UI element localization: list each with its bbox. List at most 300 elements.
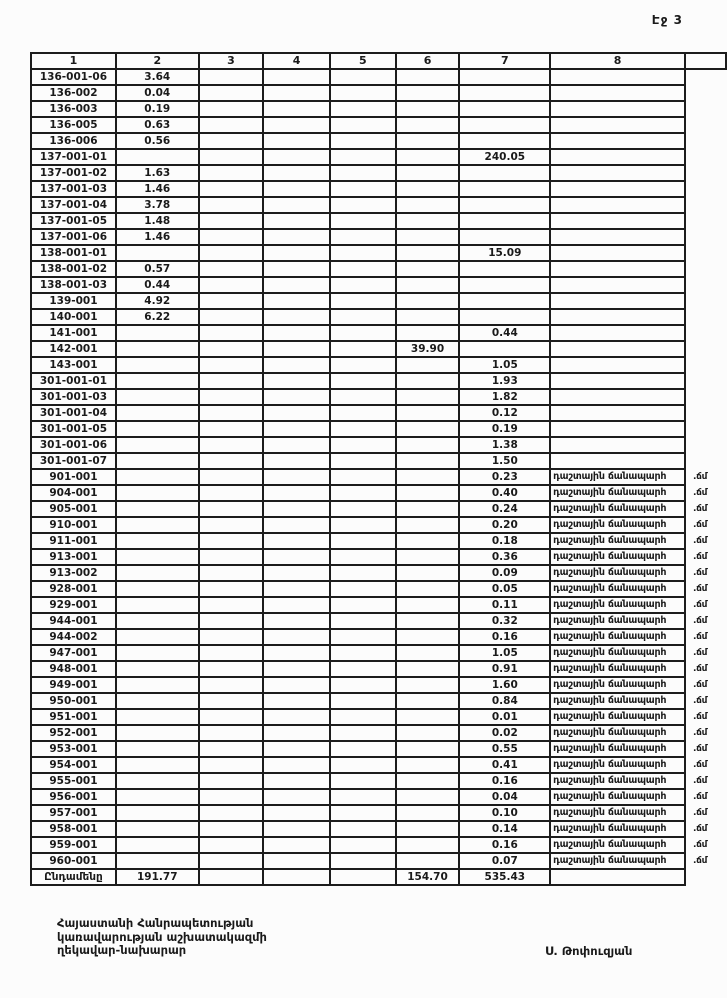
table-row [31, 261, 726, 277]
cell-7: 0.11 [459, 597, 550, 613]
cell-6 [396, 693, 460, 709]
table-row [31, 341, 726, 357]
cell-2 [116, 357, 199, 373]
margin-note [685, 421, 726, 437]
cell-5 [330, 421, 396, 437]
cell-8 [550, 341, 685, 357]
cell-2 [116, 437, 199, 453]
cell-4 [263, 117, 330, 133]
cell-7: 0.84 [459, 693, 550, 709]
cell-2 [116, 421, 199, 437]
margin-note: .ճմ [693, 776, 708, 786]
cell-6 [396, 437, 460, 453]
cell-5 [330, 309, 396, 325]
total-row [31, 869, 726, 885]
cell-3 [199, 661, 264, 677]
table-row [31, 325, 726, 341]
cell-6 [396, 197, 460, 213]
column-header-5: 5 [330, 53, 396, 69]
cell-5 [330, 837, 396, 853]
cell-4 [263, 837, 330, 853]
cell-6 [396, 837, 460, 853]
cell-3 [199, 293, 264, 309]
cell-2 [116, 485, 199, 501]
cell-8 [550, 85, 685, 101]
cell-5 [330, 853, 396, 869]
margin-note [685, 389, 726, 405]
cell-6 [396, 853, 460, 869]
margin-note [685, 101, 726, 117]
cell-7: 0.40 [459, 485, 550, 501]
cell-6 [396, 805, 460, 821]
cell-3 [199, 133, 264, 149]
margin-note: .ճմ [693, 504, 708, 514]
cell-6 [396, 213, 460, 229]
cell-7: 0.16 [459, 629, 550, 645]
margin-note: .ճմ [693, 728, 708, 738]
cell-4 [263, 325, 330, 341]
cell-1: 137-001-05 [31, 213, 116, 229]
cell-3 [199, 773, 264, 789]
margin-note [685, 181, 726, 197]
cell-5 [330, 213, 396, 229]
cell-3 [199, 517, 264, 533]
cell-7 [459, 117, 550, 133]
cell-6 [396, 325, 460, 341]
cell-5 [330, 453, 396, 469]
cell-8: դաշտային ճանապարհ [550, 757, 685, 773]
margin-note: .ճմ [693, 664, 708, 674]
cell-6 [396, 581, 460, 597]
cell-3 [199, 277, 264, 293]
cell-4 [263, 357, 330, 373]
total-cell-1: Ընդամենը [31, 869, 116, 885]
cell-3 [199, 709, 264, 725]
cell-5 [330, 549, 396, 565]
cell-6 [396, 229, 460, 245]
cell-8 [550, 261, 685, 277]
total-cell-7: 535.43 [459, 869, 550, 885]
cell-4 [263, 181, 330, 197]
cell-3 [199, 229, 264, 245]
cell-7 [459, 197, 550, 213]
table-row [31, 85, 726, 101]
cell-1: 956-001 [31, 789, 116, 805]
cell-4 [263, 693, 330, 709]
cell-5 [330, 69, 396, 85]
table-row [31, 501, 726, 517]
cell-3 [199, 629, 264, 645]
cell-2: 0.04 [116, 85, 199, 101]
table-row [31, 293, 726, 309]
table-row [31, 565, 726, 581]
cell-2: 3.78 [116, 197, 199, 213]
cell-8 [550, 133, 685, 149]
cell-4 [263, 405, 330, 421]
total-cell-3 [199, 869, 264, 885]
cell-7: 0.24 [459, 501, 550, 517]
cell-2 [116, 517, 199, 533]
cell-5 [330, 821, 396, 837]
cell-2 [116, 341, 199, 357]
cell-5 [330, 805, 396, 821]
cell-8 [550, 325, 685, 341]
cell-2 [116, 661, 199, 677]
cell-6 [396, 629, 460, 645]
cell-4 [263, 677, 330, 693]
cell-2 [116, 325, 199, 341]
table-row [31, 741, 726, 757]
cell-1: 957-001 [31, 805, 116, 821]
margin-note [685, 69, 726, 85]
table-row [31, 437, 726, 453]
cell-6 [396, 373, 460, 389]
margin-note: .ճմ [693, 856, 708, 866]
cell-1: 137-001-01 [31, 149, 116, 165]
cell-7: 0.36 [459, 549, 550, 565]
cell-1: 137-001-02 [31, 165, 116, 181]
cell-7 [459, 101, 550, 117]
cell-8: դաշտային ճանապարհ [550, 821, 685, 837]
cell-2: 0.63 [116, 117, 199, 133]
cell-8 [550, 229, 685, 245]
cell-6 [396, 101, 460, 117]
cell-6 [396, 709, 460, 725]
table-row [31, 693, 726, 709]
cell-8 [550, 277, 685, 293]
table-row [31, 373, 726, 389]
margin-note [685, 245, 726, 261]
cell-3 [199, 197, 264, 213]
cell-1: 141-001 [31, 325, 116, 341]
cell-5 [330, 373, 396, 389]
total-cell-6: 154.70 [396, 869, 460, 885]
table-row [31, 389, 726, 405]
cell-7: 0.32 [459, 613, 550, 629]
margin-note [685, 165, 726, 181]
cell-6 [396, 117, 460, 133]
cell-1: 959-001 [31, 837, 116, 853]
cell-5 [330, 197, 396, 213]
cell-6 [396, 661, 460, 677]
table-row [31, 725, 726, 741]
cell-6 [396, 357, 460, 373]
cell-2 [116, 741, 199, 757]
table-row [31, 357, 726, 373]
table-row [31, 133, 726, 149]
margin-note [685, 357, 726, 373]
margin-note: .ճմ [693, 824, 708, 834]
cell-5 [330, 165, 396, 181]
cell-3 [199, 373, 264, 389]
table-row [31, 229, 726, 245]
cell-5 [330, 341, 396, 357]
cell-5 [330, 501, 396, 517]
cell-3 [199, 389, 264, 405]
cell-4 [263, 213, 330, 229]
cell-1: 905-001 [31, 501, 116, 517]
cell-6 [396, 597, 460, 613]
cell-2: 3.64 [116, 69, 199, 85]
table-row [31, 69, 726, 85]
cell-2 [116, 453, 199, 469]
cell-6 [396, 261, 460, 277]
table-row [31, 277, 726, 293]
cell-8 [550, 373, 685, 389]
cell-5 [330, 485, 396, 501]
cell-4 [263, 501, 330, 517]
cell-3 [199, 309, 264, 325]
cell-6 [396, 149, 460, 165]
cell-7: 0.23 [459, 469, 550, 485]
cell-1: 138-001-03 [31, 277, 116, 293]
cell-8 [550, 453, 685, 469]
margin-note [685, 341, 726, 357]
cell-7 [459, 69, 550, 85]
margin-note: .ճմ [693, 520, 708, 530]
margin-note [685, 293, 726, 309]
cell-2: 0.56 [116, 133, 199, 149]
cell-7 [459, 341, 550, 357]
cell-1: 952-001 [31, 725, 116, 741]
cell-1: 136-006 [31, 133, 116, 149]
cell-8: դաշտային ճանապարհ [550, 693, 685, 709]
cell-7: 0.20 [459, 517, 550, 533]
cell-8: դաշտային ճանապարհ [550, 501, 685, 517]
cell-3 [199, 437, 264, 453]
cell-1: 301-001-01 [31, 373, 116, 389]
cell-5 [330, 229, 396, 245]
cell-8 [550, 101, 685, 117]
cell-1: 948-001 [31, 661, 116, 677]
column-header-1: 1 [31, 53, 116, 69]
cell-1: 139-001 [31, 293, 116, 309]
cell-3 [199, 485, 264, 501]
cell-5 [330, 325, 396, 341]
cell-8 [550, 165, 685, 181]
cell-5 [330, 293, 396, 309]
page-number-label: Էջ 3 [651, 13, 683, 27]
cell-3 [199, 149, 264, 165]
table-row [31, 181, 726, 197]
margin-note [685, 149, 726, 165]
cell-7: 0.14 [459, 821, 550, 837]
cell-6 [396, 821, 460, 837]
cell-3 [199, 693, 264, 709]
total-cell-2: 191.77 [116, 869, 199, 885]
margin-note: .ճմ [693, 568, 708, 578]
cell-3 [199, 581, 264, 597]
cell-2 [116, 469, 199, 485]
margin-note: .ճմ [693, 792, 708, 802]
table-row [31, 165, 726, 181]
cell-3 [199, 453, 264, 469]
cell-5 [330, 629, 396, 645]
cell-7: 0.16 [459, 773, 550, 789]
cell-6 [396, 421, 460, 437]
cell-5 [330, 645, 396, 661]
cell-2: 1.46 [116, 229, 199, 245]
cell-1: 142-001 [31, 341, 116, 357]
table-row [31, 453, 726, 469]
cell-2 [116, 821, 199, 837]
margin-note: .ճմ [693, 744, 708, 754]
cell-8: դաշտային ճանապարհ [550, 661, 685, 677]
margin-note [685, 133, 726, 149]
cell-4 [263, 565, 330, 581]
margin-note [685, 373, 726, 389]
cell-4 [263, 613, 330, 629]
header-row [31, 53, 726, 69]
cell-3 [199, 613, 264, 629]
margin-note: .ճմ [693, 616, 708, 626]
cell-6 [396, 725, 460, 741]
cell-7 [459, 181, 550, 197]
cell-8 [550, 293, 685, 309]
table-row [31, 773, 726, 789]
table-row [31, 629, 726, 645]
cell-5 [330, 149, 396, 165]
cell-7: 0.55 [459, 741, 550, 757]
cell-4 [263, 277, 330, 293]
cell-1: 301-001-04 [31, 405, 116, 421]
cell-6 [396, 133, 460, 149]
cell-1: 137-001-04 [31, 197, 116, 213]
cell-5 [330, 405, 396, 421]
cell-6 [396, 549, 460, 565]
cell-5 [330, 597, 396, 613]
cell-7 [459, 261, 550, 277]
cell-4 [263, 741, 330, 757]
cell-3 [199, 821, 264, 837]
cell-8: դաշտային ճանապարհ [550, 597, 685, 613]
cell-6 [396, 613, 460, 629]
cell-2 [116, 773, 199, 789]
cell-4 [263, 597, 330, 613]
cell-8 [550, 437, 685, 453]
footer-line: կառավարության աշխատակազմի [57, 929, 267, 944]
cell-3 [199, 69, 264, 85]
cell-5 [330, 181, 396, 197]
cell-6 [396, 405, 460, 421]
column-header-7: 7 [459, 53, 550, 69]
cell-1: 140-001 [31, 309, 116, 325]
margin-note [685, 453, 726, 469]
cell-5 [330, 437, 396, 453]
cell-4 [263, 469, 330, 485]
signature-name: Ս. Թոփուզյան [545, 944, 633, 958]
cell-7: 1.60 [459, 677, 550, 693]
cell-2: 0.19 [116, 101, 199, 117]
cell-1: 136-001-06 [31, 69, 116, 85]
cell-2 [116, 597, 199, 613]
cell-4 [263, 517, 330, 533]
cell-3 [199, 469, 264, 485]
margin-note [685, 229, 726, 245]
cell-6 [396, 533, 460, 549]
cell-1: 929-001 [31, 597, 116, 613]
cell-1: 301-001-05 [31, 421, 116, 437]
cell-7 [459, 213, 550, 229]
cell-1: 954-001 [31, 757, 116, 773]
cell-8: դաշտային ճանապարհ [550, 613, 685, 629]
cell-8: դաշտային ճանապարհ [550, 581, 685, 597]
cell-2 [116, 709, 199, 725]
cell-6 [396, 741, 460, 757]
cell-5 [330, 469, 396, 485]
cell-3 [199, 421, 264, 437]
margin-note: .ճմ [693, 648, 708, 658]
cell-8 [550, 357, 685, 373]
column-header-8: 8 [550, 53, 685, 69]
cell-8: դաշտային ճանապարհ [550, 645, 685, 661]
cell-7: 0.91 [459, 661, 550, 677]
cell-4 [263, 533, 330, 549]
cell-2 [116, 533, 199, 549]
cell-7: 0.04 [459, 789, 550, 805]
cell-4 [263, 645, 330, 661]
cell-4 [263, 341, 330, 357]
margin-note [685, 197, 726, 213]
table-row [31, 837, 726, 853]
cell-1: 137-001-03 [31, 181, 116, 197]
cell-2 [116, 565, 199, 581]
cell-3 [199, 357, 264, 373]
column-header-2: 2 [116, 53, 199, 69]
margin-note: .ճմ [693, 760, 708, 770]
cell-2 [116, 389, 199, 405]
margin-note: .ճմ [693, 696, 708, 706]
total-cell-8 [550, 869, 685, 885]
cell-2 [116, 805, 199, 821]
cell-3 [199, 501, 264, 517]
cell-7: 0.12 [459, 405, 550, 421]
cell-4 [263, 373, 330, 389]
table-row [31, 245, 726, 261]
cell-7: 0.05 [459, 581, 550, 597]
table-row [31, 421, 726, 437]
cell-6 [396, 501, 460, 517]
table-row [31, 677, 726, 693]
column-header-4: 4 [263, 53, 330, 69]
table-row [31, 405, 726, 421]
cell-1: 955-001 [31, 773, 116, 789]
header-margin-spacer [685, 53, 726, 69]
cell-1: 953-001 [31, 741, 116, 757]
cell-3 [199, 181, 264, 197]
cell-2 [116, 581, 199, 597]
cell-4 [263, 485, 330, 501]
cell-6 [396, 485, 460, 501]
cell-4 [263, 229, 330, 245]
cell-2: 1.63 [116, 165, 199, 181]
cell-7: 0.18 [459, 533, 550, 549]
cell-2 [116, 245, 199, 261]
margin-note: .ճմ [693, 600, 708, 610]
cell-5 [330, 85, 396, 101]
cell-2 [116, 837, 199, 853]
cell-4 [263, 789, 330, 805]
cell-3 [199, 405, 264, 421]
cell-6 [396, 757, 460, 773]
cell-6 [396, 677, 460, 693]
margin-note [685, 869, 726, 885]
cell-6 [396, 645, 460, 661]
table-row [31, 645, 726, 661]
cell-3 [199, 805, 264, 821]
table-row [31, 485, 726, 501]
cell-8 [550, 69, 685, 85]
